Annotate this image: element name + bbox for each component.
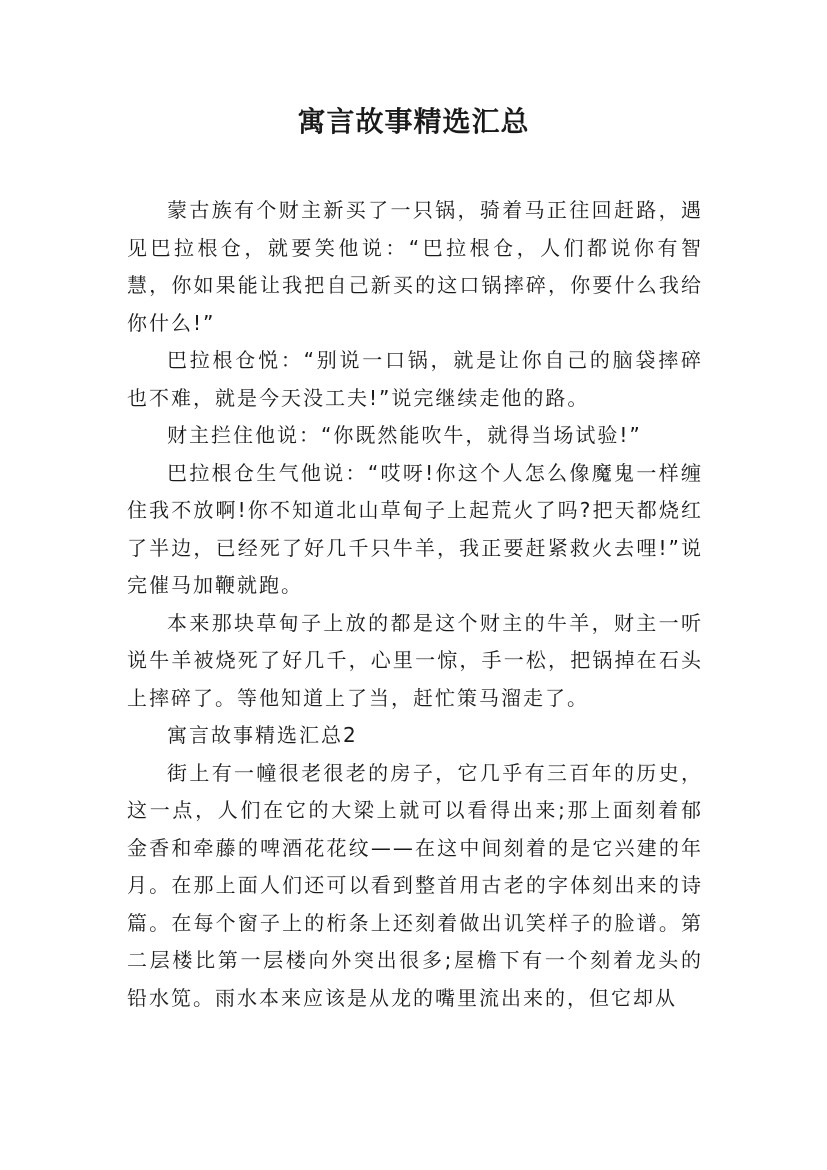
paragraph: 巴拉根仓生气他说：“哎呀!你这个人怎么像魔鬼一样缠住我不放啊!你不知道北山草甸子上起荒火了吗?把天都烧红了半边，已经死了好几千只牛羊，我正要赶紧救火去哩!”说完催马加鞭就跑。 xyxy=(127,460,703,597)
paragraph: 巴拉根仓悦：“别说一口锅，就是让你自己的脑袋摔碎也不难，就是今天没工夫!”说完继续走他的路。 xyxy=(127,348,703,410)
paragraph: 财主拦住他说：“你既然能吹牛，就得当场试验!” xyxy=(167,423,642,447)
section-heading: 寓言故事精选汇总2 xyxy=(167,723,358,747)
document-body xyxy=(127,192,703,1017)
paragraph: 蒙古族有个财主新买了一只锅，骑着马正往回赶路，遇见巴拉根仓，就要笑他说：“巴拉根仓，人们都说你有智慧，你如果能让我把自己新买的这口锅摔碎，你要什么我给你什么!” xyxy=(127,198,703,335)
paragraph: 街上有一幢很老很老的房子，它几乎有三百年的历史，这一点，人们在它的大梁上就可以看得出来;那上面刻着郁金香和牵藤的啤酒花花纹——在这中间刻着的是它兴建的年月。在那上面人们还可以看到整首用古老的字体刻出来的诗篇。在每个窗子上的桁条上还刻着做出讥笑样子的脸谱。第二层楼比第一层楼向外突出很多;屋檐下有一个刻着龙头的铅水笕。雨水本来应该是从龙的嘴里流出来的，但它却从 xyxy=(127,760,703,1010)
document-title: 寓言故事精选汇总 xyxy=(297,105,530,138)
paragraph: 本来那块草甸子上放的都是这个财主的牛羊，财主一听说牛羊被烧死了好几千，心里一惊，手一松，把锅掉在石头上摔碎了。等他知道上了当，赶忙策马溜走了。 xyxy=(127,610,703,710)
